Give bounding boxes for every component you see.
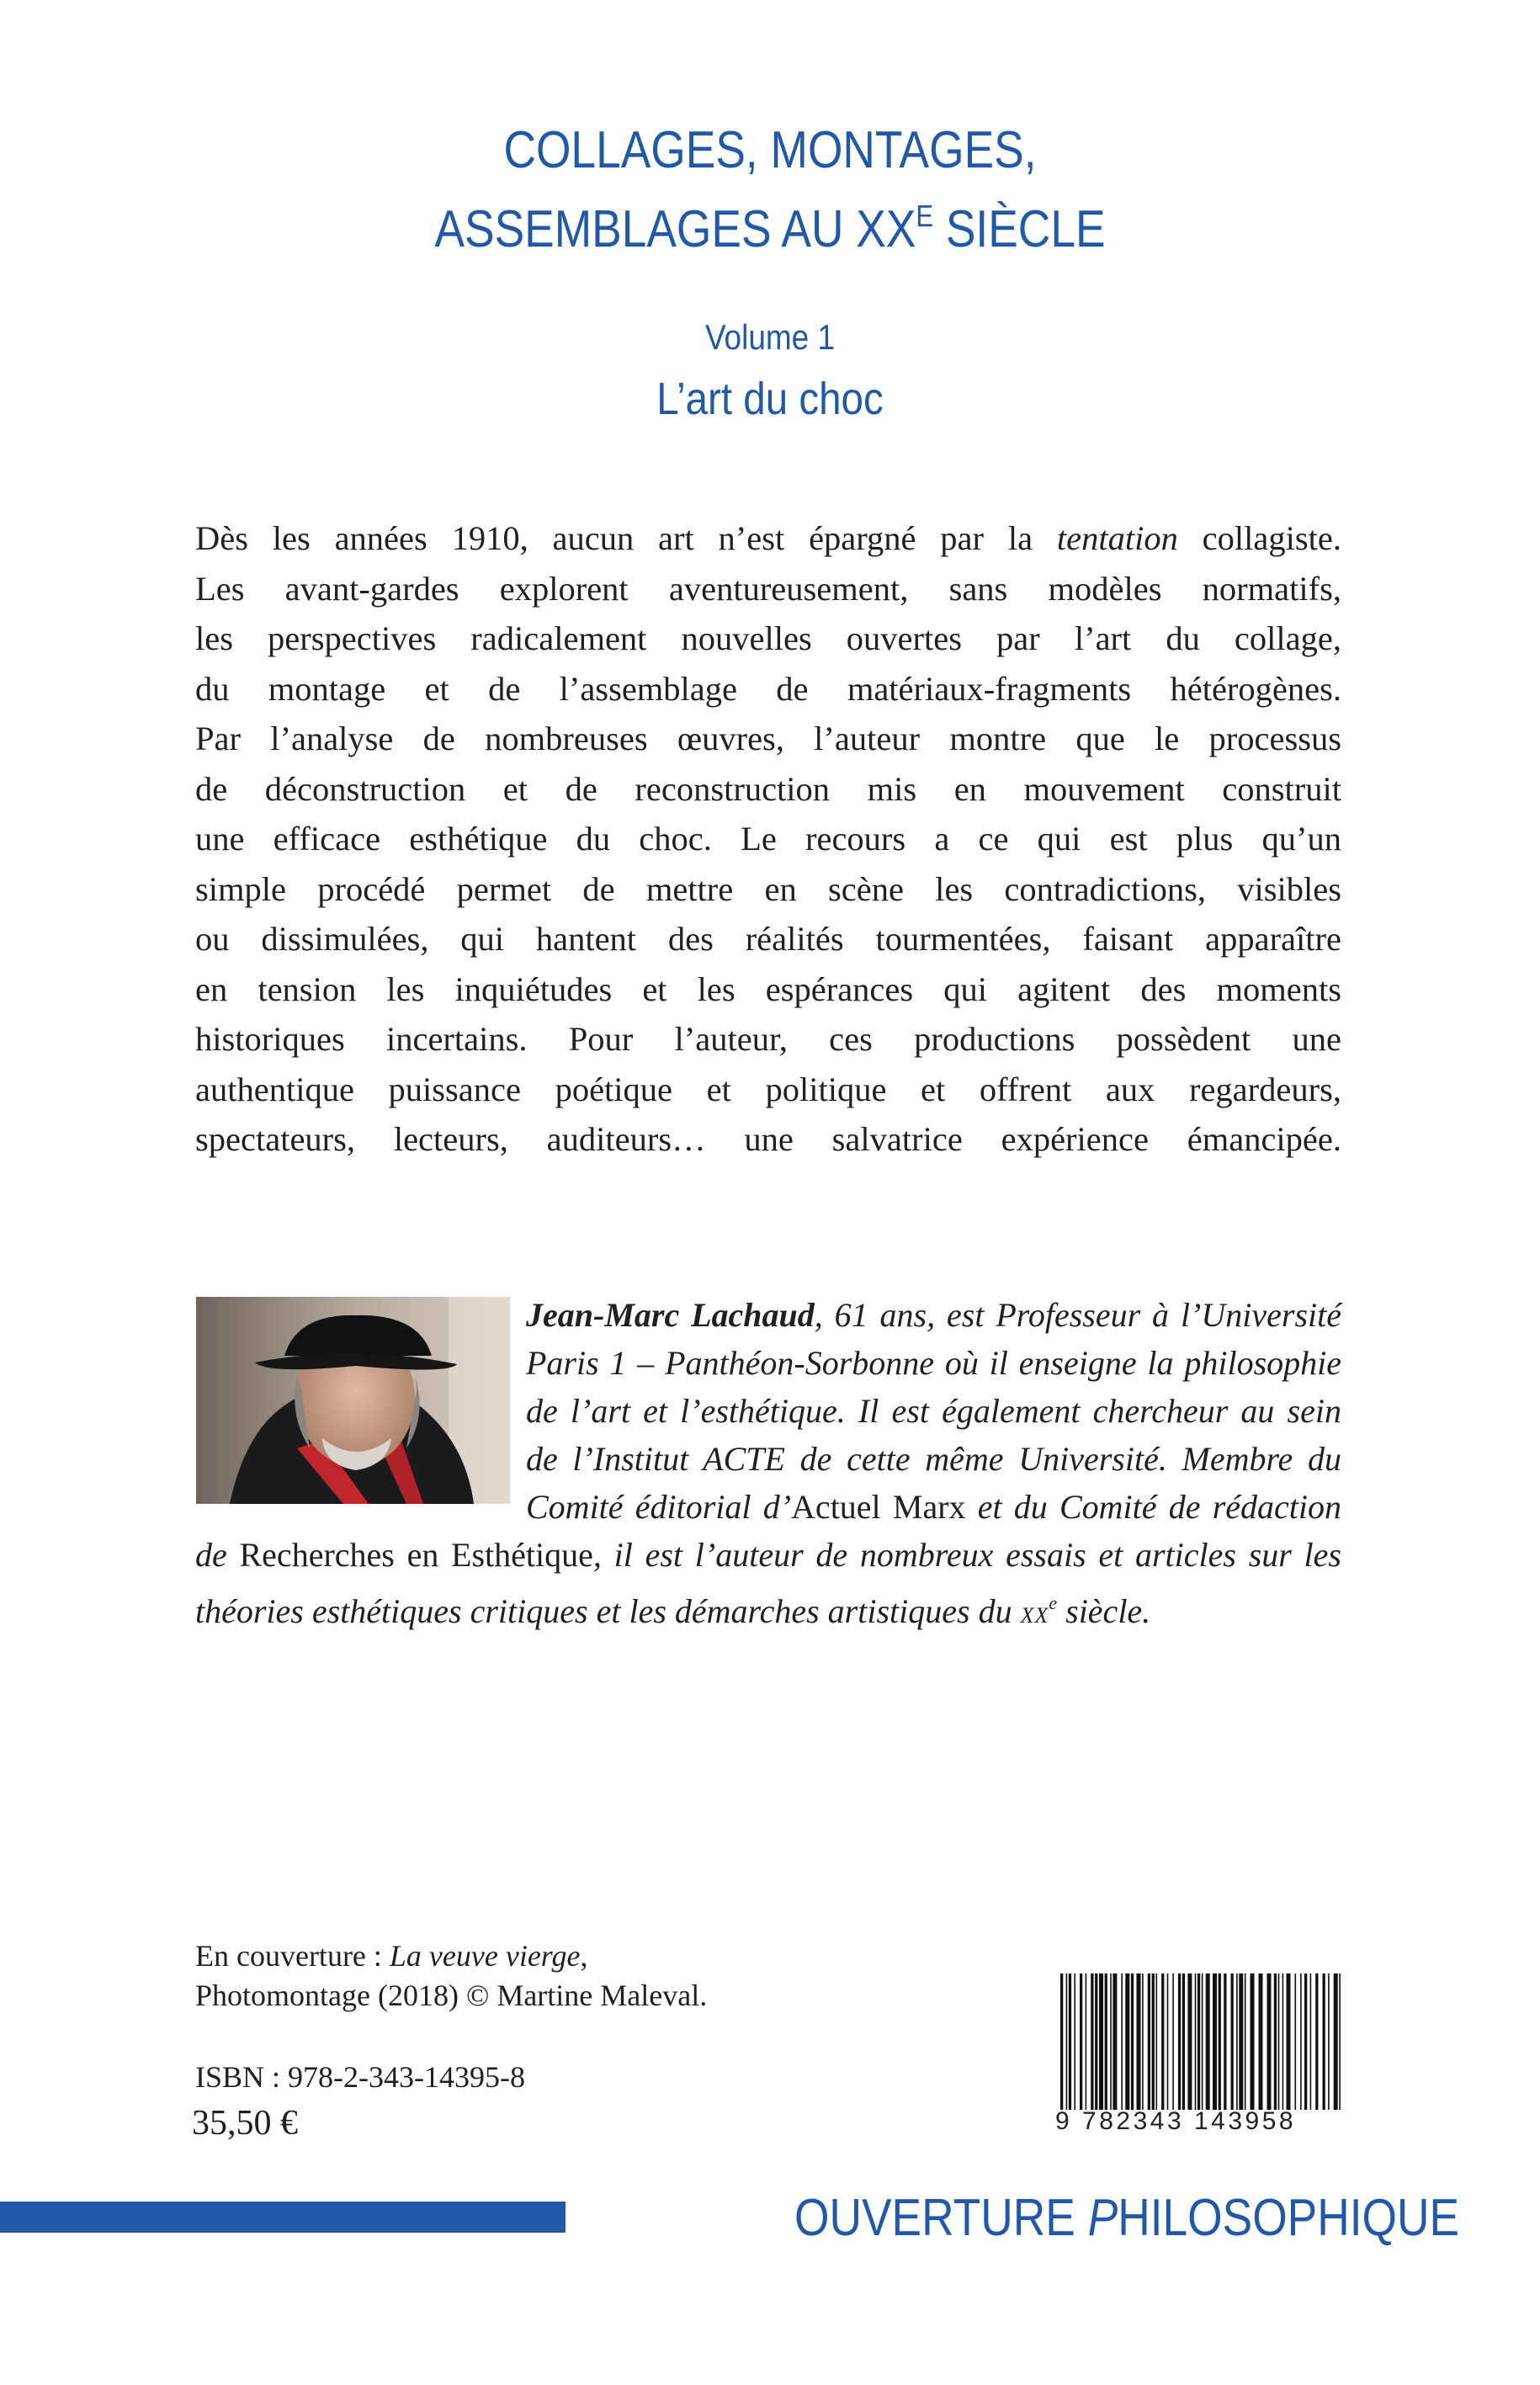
barcode-bar — [1304, 1973, 1307, 2110]
barcode-bar — [1282, 1973, 1284, 2110]
barcode-bar — [1110, 1973, 1112, 2110]
author-photo — [196, 1297, 510, 1504]
barcode-bar — [1161, 1973, 1164, 2110]
summary-text — [195, 513, 1341, 1165]
barcode-bar — [1069, 1973, 1071, 2110]
summary-line: Dès les années 1910, aucun art n’est épargné par la tentation collagiste. — [195, 519, 1341, 557]
summary-line: simple procédé permet de mettre en scène les contradictions, visibles — [195, 869, 1341, 908]
volume-label: Volume 1 — [704, 317, 836, 357]
barcode-bar — [1074, 1973, 1075, 2110]
collection-color-bar — [0, 2202, 566, 2233]
summary-line: Par l’analyse de nombreuses œuvres, l’auteur montre que le processus — [195, 720, 1341, 757]
barcode-bar — [1156, 1973, 1158, 2110]
price: 35,50 € — [192, 2104, 298, 2143]
barcode-bar — [1315, 1973, 1318, 2110]
barcode-bar — [1310, 1973, 1312, 2110]
barcode-bar — [1231, 1973, 1234, 2110]
barcode-bar — [1060, 1973, 1063, 2110]
barcode-bar — [1080, 1973, 1082, 2110]
barcode-bar — [1066, 1973, 1068, 2110]
barcode-bar — [1148, 1973, 1150, 2110]
summary-line: une efficace esthétique du choc. Le recours a ce qui est plus qu’un — [195, 820, 1341, 858]
barcode-bar — [1137, 1973, 1141, 2110]
author-portrait-image — [196, 1297, 510, 1504]
barcode-bar — [1099, 1973, 1103, 2110]
barcode-bar — [1239, 1973, 1243, 2110]
barcode-bar — [1105, 1973, 1107, 2110]
barcode-bar — [1219, 1973, 1221, 2110]
barcode-bar — [1323, 1973, 1325, 2110]
summary-line: spectateurs, lecteurs, auditeurs… une salvatrice expérience émancipée. — [195, 1120, 1341, 1158]
barcode-bar — [1195, 1973, 1197, 2110]
cover-credit-line-1: En couverture : La veuve vierge, — [195, 1939, 588, 1973]
summary-line: du montage et de l’assemblage de matériaux-fragments hétérogènes. — [195, 669, 1341, 708]
barcode-bar — [1197, 1973, 1200, 2110]
barcode-bar — [1152, 1973, 1155, 2110]
collection-name: OUVERTURE PHILOSOPHIQUE — [794, 2189, 1460, 2247]
summary-line: Les avant-gardes explorent aventureusement, sans modèles normatifs, — [195, 569, 1341, 608]
barcode-bar — [1287, 1973, 1291, 2110]
summary-line: en tension les inquiétudes et les espérances qui agitent des moments — [195, 969, 1341, 1008]
bio-line: Comité éditorial d’Actuel Marx et du Comité de rédaction — [526, 1488, 1341, 1526]
book-title-line-1: COLLAGES, MONTAGES, — [503, 121, 1037, 179]
barcode-bar — [1274, 1973, 1277, 2110]
summary-line: ou dissimulées, qui hantent des réalités tourmentées, faisant apparaître — [195, 920, 1341, 958]
barcode-digits: 9 782343 143958 — [1055, 2107, 1297, 2135]
summary-line: authentique puissance poétique et politique et offrent aux regardeurs, — [195, 1070, 1341, 1108]
barcode-bar — [1245, 1973, 1246, 2110]
barcode-bar — [1251, 1973, 1255, 2110]
summary-line: historiques incertains. Pour l’auteur, ces productions possèdent une — [195, 1020, 1341, 1058]
bio-line: Jean-Marc Lachaud, 61 ans, est Professeur à l’Université — [526, 1296, 1342, 1334]
barcode-bar — [1091, 1973, 1093, 2110]
author-bio-top — [526, 1291, 1341, 1531]
barcode-bar — [1206, 1973, 1210, 2110]
barcode-bar — [1213, 1973, 1217, 2110]
bio-line: Paris 1 – Panthéon-Sorbonne où il enseigne la philosophie — [526, 1344, 1341, 1382]
barcode-bar — [1339, 1973, 1341, 2110]
barcode-bar — [1172, 1973, 1174, 2110]
barcode-bar — [1224, 1973, 1226, 2110]
barcode-bar — [1182, 1973, 1185, 2110]
barcode-bar — [1202, 1973, 1203, 2110]
author-bio-bottom — [195, 1531, 1341, 1630]
barcode — [1059, 1973, 1344, 2122]
isbn: ISBN : 978-2-343-14395-8 — [195, 2060, 525, 2094]
barcode-bar — [1278, 1973, 1280, 2110]
barcode-bar — [1267, 1973, 1272, 2110]
barcode-bar — [1121, 1973, 1123, 2110]
barcode-bar — [1167, 1973, 1169, 2110]
barcode-bar — [1086, 1973, 1087, 2110]
book-subtitle: L’art du choc — [656, 374, 884, 424]
barcode-bar — [1334, 1973, 1338, 2110]
barcode-bar — [1125, 1973, 1129, 2110]
barcode-bar — [1095, 1973, 1097, 2110]
barcode-bar — [1113, 1973, 1117, 2110]
barcode-bar — [1142, 1973, 1144, 2110]
summary-line: les perspectives radicalement nouvelles ouvertes par l’art du collage, — [195, 619, 1341, 657]
cover-credit-line-2: Photomontage (2018) © Martine Maleval. — [195, 1979, 708, 2012]
barcode-bar — [1178, 1973, 1181, 2110]
summary-line: de déconstruction et de reconstruction mis en mouvement construit — [195, 769, 1341, 808]
barcode-bar — [1300, 1973, 1302, 2110]
barcode-bar — [1236, 1973, 1238, 2110]
barcode-bar — [1259, 1973, 1263, 2110]
bio-line: de l’Institut ACTE de cette même Université. Membre du — [526, 1440, 1341, 1478]
author-name: Jean-Marc Lachaud — [526, 1296, 815, 1334]
book-title-line-2: ASSEMBLAGES AU $XX^E$ SIÈCLE — [434, 199, 1106, 258]
barcode-bar — [1187, 1973, 1192, 2110]
barcode-bar — [1131, 1973, 1134, 2110]
bio-line: de l’art et l’esthétique. Il est également chercheur au sein — [526, 1392, 1341, 1430]
bio-line: de Recherches en Esthétique, il est l’auteur de nombreux essais et articles sur les — [195, 1536, 1341, 1574]
bio-line: théories esthétiques critiques et les démarches artistiques du XXe siècle. — [195, 1592, 1151, 1630]
barcode-bar — [1328, 1973, 1330, 2110]
barcode-bar — [1295, 1973, 1297, 2110]
